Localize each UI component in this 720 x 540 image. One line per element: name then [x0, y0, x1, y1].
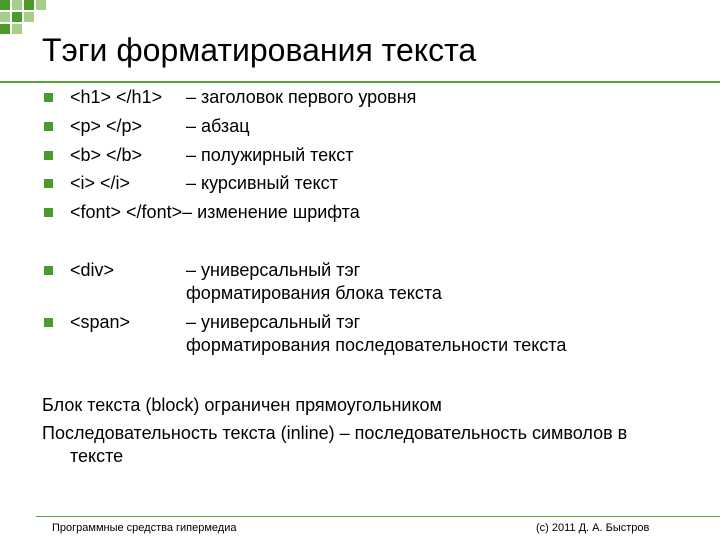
slide-title: Тэги форматирования текста: [42, 32, 477, 68]
bullet-desc: – универсальный тэг: [186, 260, 361, 280]
title-divider: [0, 81, 720, 83]
paragraph-inline-line: Последовательность текста (inline) – последовательность символов в: [42, 423, 628, 443]
bullet-desc: – абзац: [186, 116, 250, 136]
bullet-marker-icon: [44, 93, 53, 102]
bullet-marker-icon: [44, 122, 53, 131]
bullet-item: [0, 311, 720, 361]
logo-square: [0, 12, 10, 22]
bullet-marker-icon: [44, 318, 53, 327]
paragraph-inline-continued: тексте: [70, 446, 124, 466]
footer-divider: [36, 516, 720, 517]
bullet-desc: – заголовок первого уровня: [186, 87, 417, 107]
logo-square: [12, 24, 22, 34]
bullet-tag: <span>: [70, 312, 131, 332]
bullet-tag: <b> </b>: [70, 145, 143, 165]
logo-square: [0, 0, 10, 10]
logo-square: [24, 0, 34, 10]
footer-author: (c) 2011 Д. А. Быстров: [536, 522, 650, 534]
paragraph-block-line: Блок текста (block) ограничен прямоугольником: [42, 395, 442, 415]
bullet-marker-icon: [44, 266, 53, 275]
bullet-item: [0, 259, 720, 309]
logo-square: [24, 12, 34, 22]
bullet-tag: <div>: [70, 260, 115, 280]
bullet-desc: – курсивный текст: [186, 173, 338, 193]
bullet-tag: <font> </font>– изменение шрифта: [70, 202, 360, 222]
bullet-desc-continued: форматирования последовательности текста: [186, 335, 567, 355]
bullet-tag: <p> </p>: [70, 116, 143, 136]
logo-square: [36, 0, 46, 10]
logo-square: [12, 12, 22, 22]
bullet-tag: <i> </i>: [70, 173, 131, 193]
logo-square: [12, 0, 22, 10]
logo-square: [0, 24, 10, 34]
bullet-marker-icon: [44, 179, 53, 188]
bullet-marker-icon: [44, 151, 53, 160]
bullet-desc: – универсальный тэг: [186, 312, 361, 332]
bullet-marker-icon: [44, 208, 53, 217]
footer-course: Программные средства гипермедиа: [52, 522, 237, 534]
bullet-desc: – полужирный текст: [186, 145, 354, 165]
bullet-tag: <h1> </h1>: [70, 87, 163, 107]
bullet-desc-continued: форматирования блока текста: [186, 283, 442, 303]
